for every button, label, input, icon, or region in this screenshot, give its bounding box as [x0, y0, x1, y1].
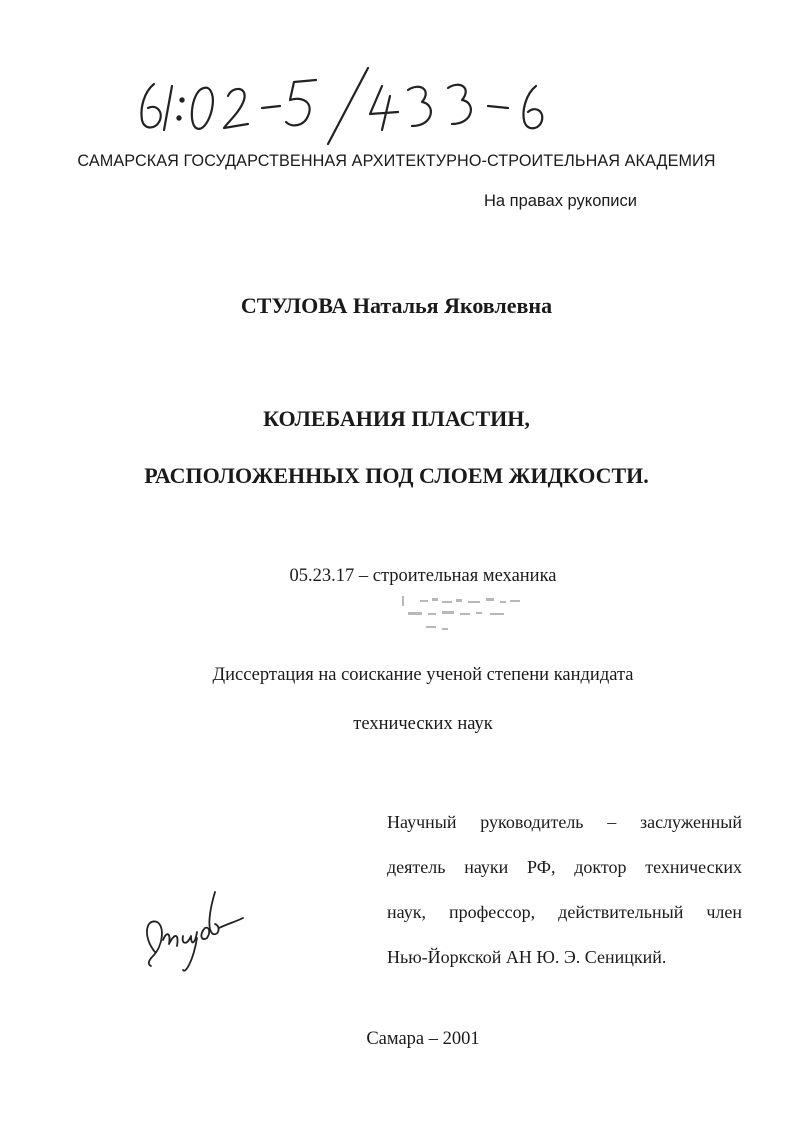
- supervisor-line-1: Научный руководитель – заслуженный: [387, 812, 742, 832]
- faint-stamp-smudge: [398, 592, 534, 640]
- supervisor-line-4: Нью-Йоркской АН Ю. Э. Сеницкий.: [387, 947, 667, 967]
- handwritten-catalog-number: [132, 66, 572, 146]
- title-line-2: РАСПОЛОЖЕННЫХ ПОД СЛОЕМ ЖИДКОСТИ.: [144, 463, 649, 488]
- supervisor-line-2: деятель науки РФ, доктор технических: [387, 857, 742, 877]
- specialty-code: 05.23.17 – строительная механика: [289, 566, 557, 586]
- academy-name: САМАРСКАЯ ГОСУДАРСТВЕННАЯ АРХИТЕКТУРНО-СТРОИТЕЛЬНАЯ АКАДЕМИЯ: [77, 152, 716, 170]
- supervisor-line-3: наук, профессор, действительный член: [387, 902, 742, 922]
- stamp-smudge-drawing: [398, 592, 534, 640]
- title-line-1: КОЛЕБАНИЯ ПЛАСТИН,: [263, 406, 530, 431]
- place-and-year: Самара – 2001: [366, 1029, 480, 1049]
- handwritten-number-drawing: [132, 66, 572, 146]
- dissertation-line-1: Диссертация на соискание ученой степени кандидата: [212, 665, 634, 685]
- handwritten-signature: [135, 882, 245, 982]
- rights-note: На правах рукописи: [484, 192, 637, 210]
- supervisor-block: [387, 811, 742, 991]
- author-name: СТУЛОВА Наталья Яковлевна: [240, 293, 553, 318]
- signature-drawing: [135, 882, 245, 982]
- dissertation-line-2: технических наук: [353, 714, 493, 734]
